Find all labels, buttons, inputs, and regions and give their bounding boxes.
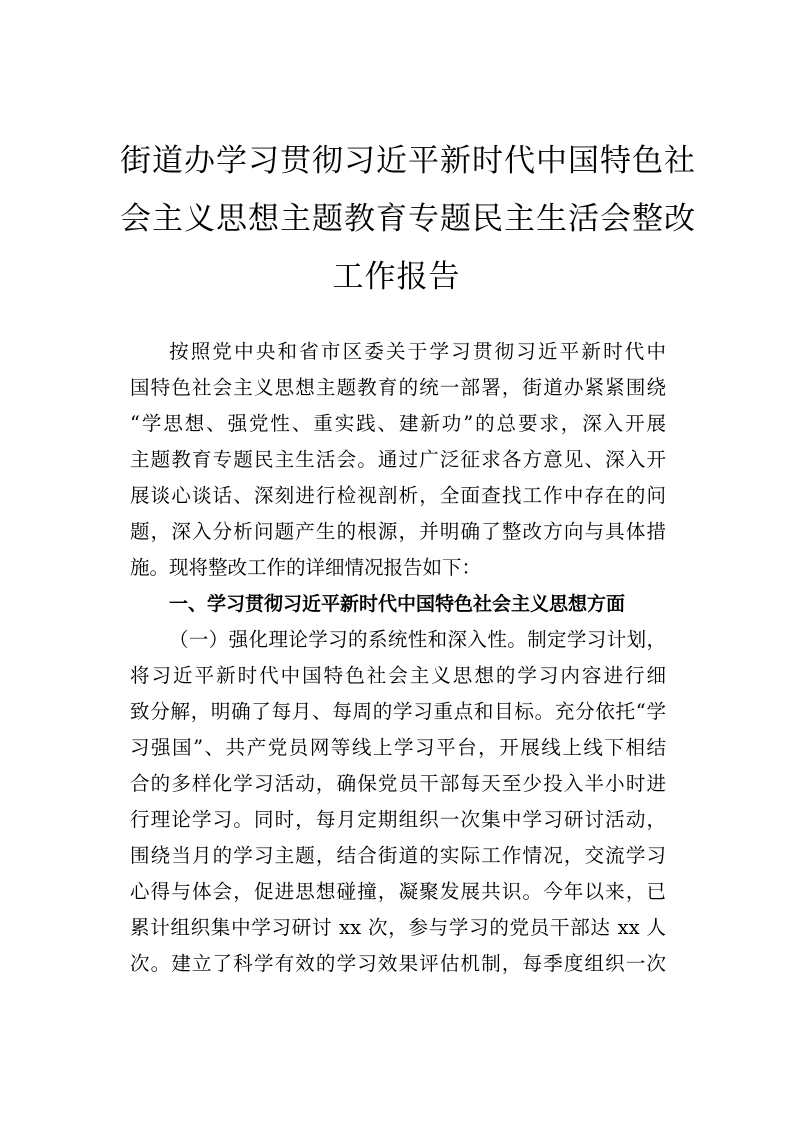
title-line-3: 工作报告: [332, 259, 461, 295]
title-line-1: 街道办学习贯彻习近平新时代中国特色社: [120, 143, 696, 179]
paragraph-line: （一）强化理论学习的系统性和深入性。制定学习计划，: [169, 628, 666, 651]
paragraph-line: 题，深入分析问题产生的根源，并明确了整改方向与具体措: [130, 520, 666, 543]
intro-paragraph: [130, 334, 666, 586]
paragraph-line: 施。现将整改工作的详细情况报告如下：: [130, 556, 482, 579]
paragraph-line: 国特色社会主义思想主题教育的统一部署，街道办紧紧围绕: [130, 376, 666, 399]
paragraph-line: 心得与体会，促进思想碰撞，凝聚发展共识。今年以来，已: [130, 880, 666, 903]
paragraph-line: 致分解，明确了每月、每周的学习重点和目标。充分依托“学: [130, 700, 666, 723]
paragraph-line: 习强国”、共产党员网等线上学习平台，开展线上线下相结: [130, 736, 666, 759]
paragraph-line: 围绕当月的学习主题，结合街道的实际工作情况，交流学习: [130, 844, 666, 867]
section-heading: 一、学习贯彻习近平新时代中国特色社会主义思想方面: [169, 593, 626, 615]
title-line-2: 会主义思想主题教育专题民主生活会整改: [120, 201, 696, 237]
paragraph-line: 累计组织集中学习研讨 xx 次，参与学习的党员干部达 xx 人: [130, 916, 666, 939]
paragraph-line: 合的多样化学习活动，确保党员干部每天至少投入半小时进: [130, 772, 666, 795]
paragraph-line: 按照党中央和省市区委关于学习贯彻习近平新时代中: [169, 340, 666, 363]
paragraph-line: “学思想、强党性、重实践、建新功”的总要求，深入开展: [130, 412, 666, 435]
paragraph-line: 行理论学习。同时，每月定期组织一次集中学习研讨活动，: [130, 808, 666, 831]
paragraph-line: 将习近平新时代中国特色社会主义思想的学习内容进行细: [130, 664, 666, 687]
section-paragraph: [130, 622, 666, 982]
paragraph-line: 展谈心谈话、深刻进行检视剖析，全面查找工作中存在的问: [130, 484, 666, 507]
document-body: [130, 334, 666, 982]
paragraph-line: 主题教育专题民主生活会。通过广泛征求各方意见、深入开: [130, 448, 666, 471]
paragraph-line: 次。建立了科学有效的学习效果评估机制，每季度组织一次: [130, 952, 666, 975]
document-title: [120, 132, 696, 306]
